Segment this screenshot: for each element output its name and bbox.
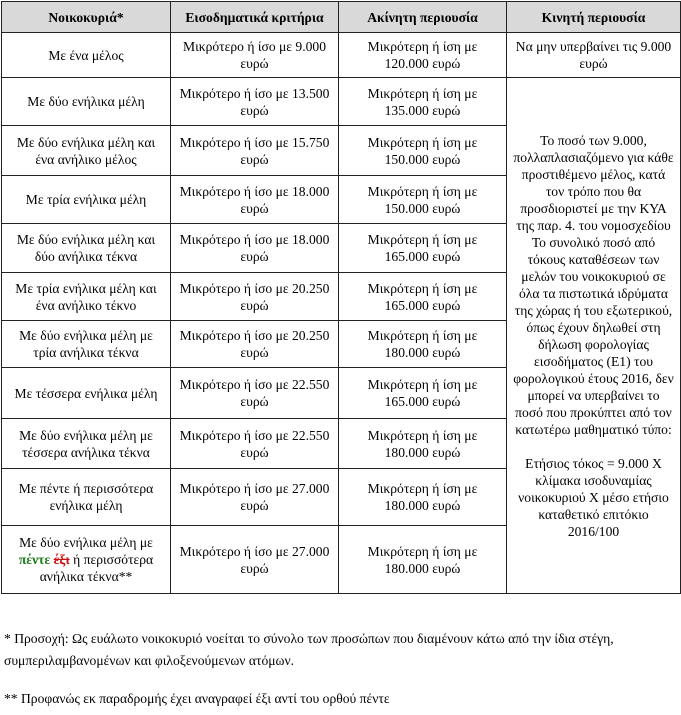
- income-cell: Μικρότερο ή ίσο με 9.000 ευρώ: [171, 33, 339, 78]
- property-cell: Μικρότερη ή ίση με 120.000 ευρώ: [339, 33, 507, 78]
- income-cell: Μικρότερο ή ίσο με 27.000 ευρώ: [171, 526, 339, 594]
- property-cell: Μικρότερη ή ίση με 165.000 ευρώ: [339, 368, 507, 419]
- highlight-green: πέντε: [18, 552, 51, 567]
- table-row: [2, 33, 681, 78]
- footnote-1: * Προσοχή: Ως ευάλωτο νοικοκυριό νοείται το σύνολο των προσώπων που διαμένουν κάτω από την ίδια στέγη, συμπεριλαμβανομένων και φιλοξενούμενων ατόμων.: [4, 631, 614, 668]
- household-cell: Με τέσσερα ενήλικα μέλη: [2, 368, 171, 419]
- household-text-pre: Με δύο ενήλικα μέλη με: [19, 535, 153, 550]
- header-movable: Κινητή περιουσία: [507, 2, 681, 33]
- income-cell: Μικρότερο ή ίσο με 22.550 ευρώ: [171, 368, 339, 419]
- property-cell: Μικρότερη ή ίση με 150.000 ευρώ: [339, 126, 507, 176]
- household-cell: Με δύο ενήλικα μέλη με τέσσερα ανήλικα τέκνα: [2, 419, 171, 469]
- property-cell: Μικρότερη ή ίση με 180.000 ευρώ: [339, 321, 507, 368]
- movable-paragraph-2: Το συνολικό ποσό από τόκους καταθέσεων των μελών του νοικοκυριού σε όλα τα πιστωτικά ιδρύματα της χώρας ή του εξωτερικού, όπως έχουν δηλωθεί στη δήλωση φορολογίας εισοδήματος (Ε1) του φορολογικού έτους 2016, δεν μπορεί να υπερβαίνει το ποσό που προκύπτει από τον κατωτέρω μαθηματικό τύπο:: [513, 234, 674, 437]
- income-cell: Μικρότερο ή ίσο με 13.500 ευρώ: [171, 78, 339, 126]
- household-cell: Με τρία ενήλικα μέλη: [2, 176, 171, 224]
- property-cell: Μικρότερη ή ίση με 135.000 ευρώ: [339, 78, 507, 126]
- income-cell: Μικρότερο ή ίσο με 22.550 ευρώ: [171, 419, 339, 469]
- income-cell: Μικρότερο ή ίσο με 27.000 ευρώ: [171, 469, 339, 526]
- household-text-post: ή περισσότερα ανήλικα τέκνα**: [39, 552, 154, 584]
- blank-line: [512, 438, 675, 455]
- property-cell: Μικρότερη ή ίση με 150.000 ευρώ: [339, 176, 507, 224]
- income-cell: Μικρότερο ή ίσο με 20.250 ευρώ: [171, 321, 339, 368]
- property-cell: Μικρότερη ή ίση με 165.000 ευρώ: [339, 224, 507, 273]
- household-cell: Με δύο ενήλικα μέλη: [2, 78, 171, 126]
- movable-formula: Ετήσιος τόκος = 9.000 Χ κλίμακα ισοδυναμίας νοικοκυριού Χ μέσο ετήσιο καταθετικό επιτόκιο 2016/100: [518, 455, 669, 539]
- footnote-2: ** Προφανώς εκ παραδρομής έχει αναγραφεί έξι αντί του ορθού πέντε: [4, 691, 390, 706]
- highlight-red-struck: έξι: [53, 552, 70, 567]
- household-cell: Με δύο ενήλικα μέλη και ένα ανήλικο μέλος: [2, 126, 171, 176]
- header-row: [2, 2, 681, 33]
- property-cell: Μικρότερη ή ίση με 180.000 ευρώ: [339, 526, 507, 594]
- table-row: [2, 78, 681, 126]
- property-cell: Μικρότερη ή ίση με 165.000 ευρώ: [339, 273, 507, 321]
- header-income: Εισοδηματικά κριτήρια: [171, 2, 339, 33]
- movable-cell-merged: [507, 78, 681, 594]
- income-cell: Μικρότερο ή ίσο με 18.000 ευρώ: [171, 176, 339, 224]
- income-cell: Μικρότερο ή ίσο με 15.750 ευρώ: [171, 126, 339, 176]
- movable-cell-single: Να μην υπερβαίνει τις 9.000 ευρώ: [507, 33, 681, 78]
- header-households: Νοικοκυριά*: [2, 2, 171, 33]
- movable-paragraph-1: Το ποσό των 9.000, πολλαπλασιαζόμενο για κάθε προστιθέμενο μέλος, κατά τον τρόπο που θα προσδιοριστεί με την ΚΥΑ της παρ. 4. του νομοσχεδίου: [513, 132, 674, 233]
- household-cell: Με δύο ενήλικα μέλη και δύο ανήλικα τέκνα: [2, 224, 171, 273]
- property-cell: Μικρότερη ή ίση με 180.000 ευρώ: [339, 419, 507, 469]
- header-real-estate: Ακίνητη περιουσία: [339, 2, 507, 33]
- income-cell: Μικρότερο ή ίσο με 20.250 ευρώ: [171, 273, 339, 321]
- criteria-table: [1, 1, 681, 594]
- household-cell-last: [2, 526, 171, 594]
- household-cell: Με τρία ενήλικα μέλη και ένα ανήλικο τέκνο: [2, 273, 171, 321]
- household-cell: Με πέντε ή περισσότερα ενήλικα μέλη: [2, 469, 171, 526]
- property-cell: Μικρότερη ή ίση με 180.000 ευρώ: [339, 469, 507, 526]
- income-cell: Μικρότερο ή ίσο με 18.000 ευρώ: [171, 224, 339, 273]
- household-cell: Με ένα μέλος: [2, 33, 171, 78]
- household-cell: Με δύο ενήλικα μέλη με τρία ανήλικα τέκνα: [2, 321, 171, 368]
